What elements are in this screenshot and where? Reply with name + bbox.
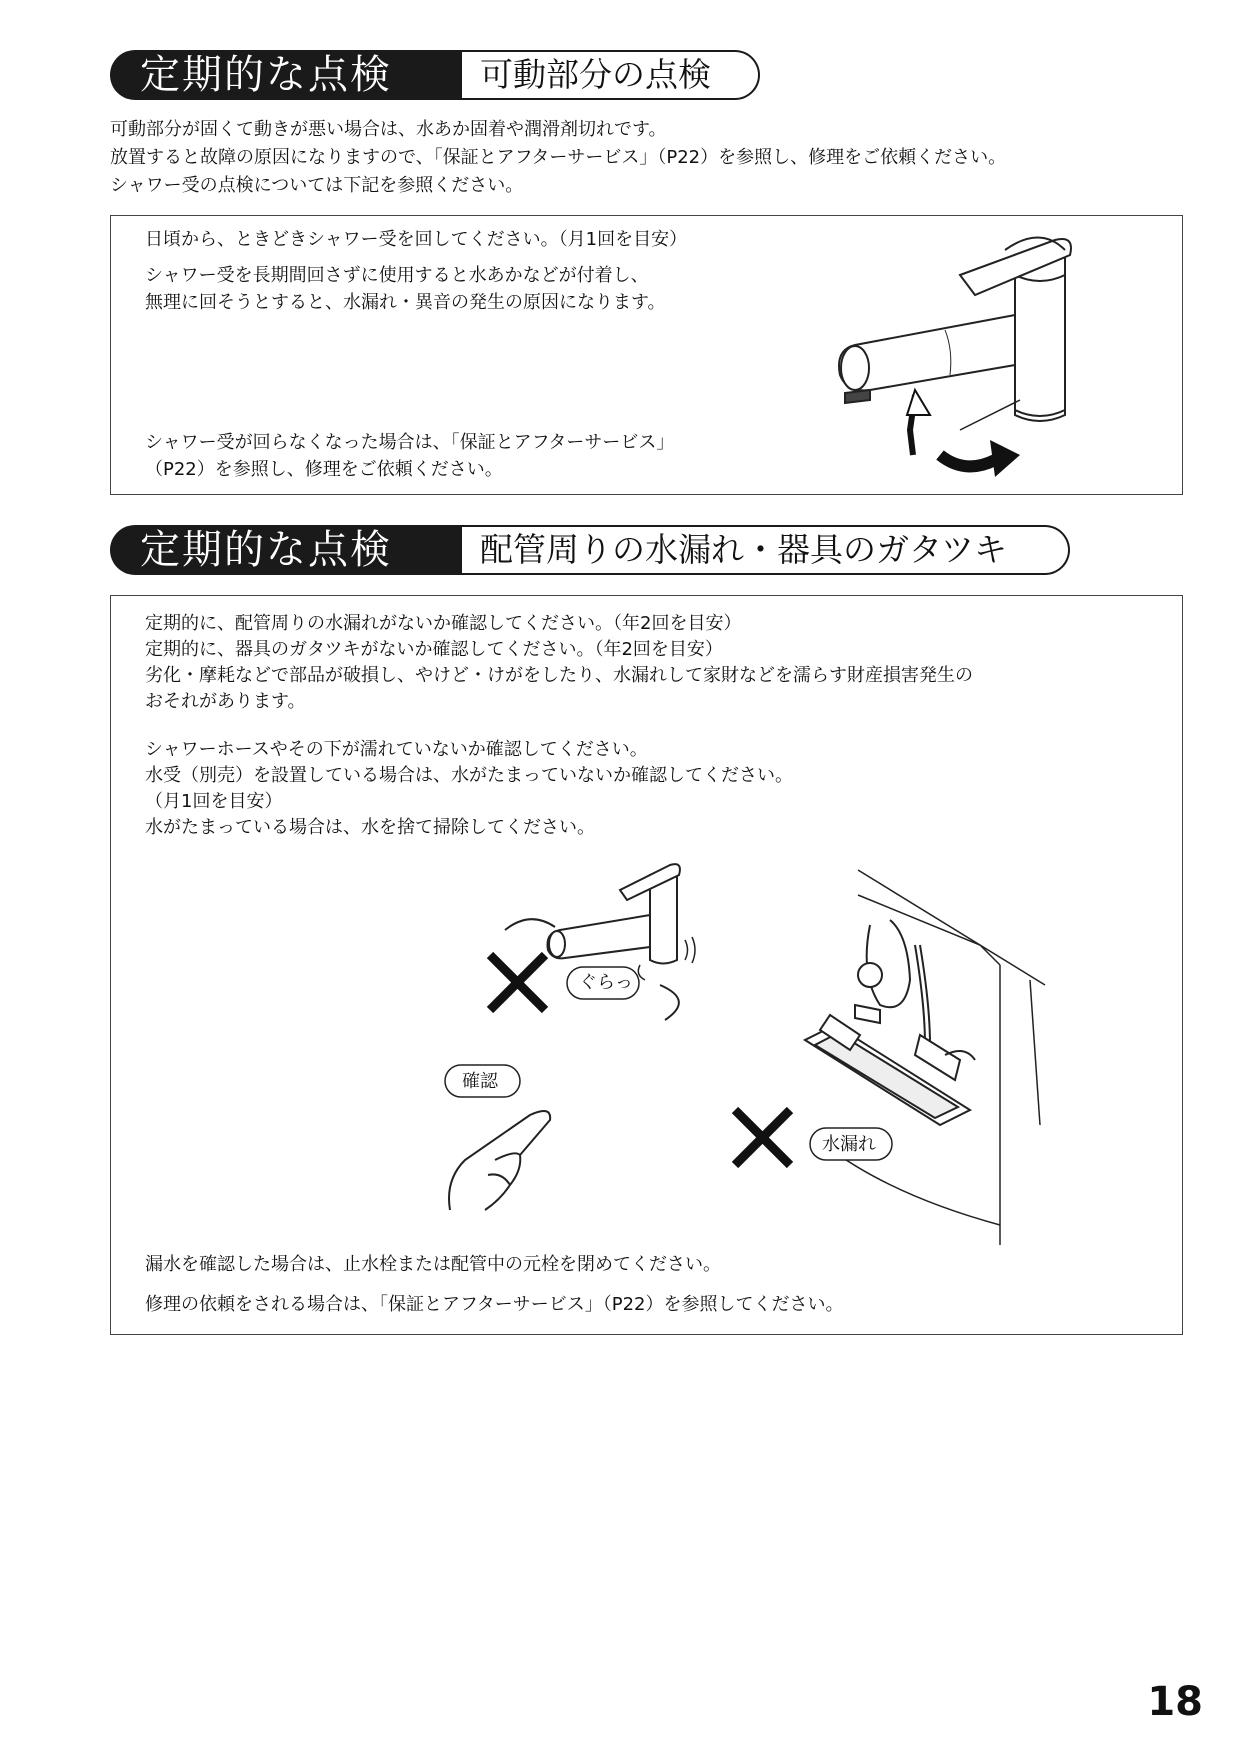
- under-sink-leak-illustration: [730, 865, 1060, 1245]
- piping-check-line3: 劣化・摩耗などで部品が破損し、やけど・けがをしたり、水漏れして家財などを濡らす財産損害発生の: [145, 665, 973, 686]
- shower-holder-repair-line1: シャワー受が回らなくなった場合は、「保証とアフターサービス」: [145, 432, 675, 453]
- section2-subtitle: 配管周りの水漏れ・器具のガタツキ: [462, 525, 1070, 575]
- section1-intro-line3: シャワー受の点検については下記を参照ください。: [110, 175, 524, 196]
- section1-title: 定期的な点検: [110, 50, 462, 100]
- wobble-label: ぐらっ: [579, 972, 633, 993]
- section1-intro-line1: 可動部分が固くて動きが悪い場合は、水あか固着や潤滑剤切れです。: [110, 119, 667, 140]
- leak-action-text: 漏水を確認した場合は、止水栓または配管中の元栓を閉めてください。: [145, 1254, 721, 1275]
- section2-title: 定期的な点検: [110, 525, 462, 575]
- piping-check-line1: 定期的に、配管周りの水漏れがないか確認してください。（年2回を目安）: [145, 613, 742, 634]
- piping-check-line4: おそれがあります。: [145, 691, 306, 712]
- leak-label: 水漏れ: [822, 1134, 876, 1155]
- section1-subtitle: 可動部分の点検: [462, 50, 760, 100]
- faucet-rotation-illustration: [815, 225, 1085, 485]
- hose-check-line1: シャワーホースやその下が濡れていないか確認してください。: [145, 739, 648, 760]
- hose-check-line2: 水受（別売）を設置している場合は、水がたまっていないか確認してください。: [145, 765, 793, 786]
- hose-check-line3: （月1回を目安）: [145, 791, 283, 812]
- hand-check-illustration: [440, 1060, 580, 1220]
- page-number: 18: [1147, 1679, 1203, 1725]
- check-label: 確認: [462, 1071, 498, 1092]
- shower-holder-instruction: 日頃から、ときどきシャワー受を回してください。（月1回を目安）: [145, 229, 688, 250]
- shower-holder-repair-line2: （P22）を参照し、修理をご依頼ください。: [145, 459, 503, 480]
- shower-holder-note-line2: 無理に回そうとすると、水漏れ・異音の発生の原因になります。: [145, 292, 666, 313]
- faucet-wobble-illustration: [485, 855, 715, 1030]
- hose-check-line4: 水がたまっている場合は、水を捨て掃除してください。: [145, 817, 595, 838]
- section1-intro-line2: 放置すると故障の原因になりますので、「保証とアフターサービス」（P22）を参照し、修理をご依頼ください。: [110, 147, 1007, 168]
- shower-holder-note-line1: シャワー受を長期間回さずに使用すると水あかなどが付着し、: [145, 265, 649, 286]
- piping-check-line2: 定期的に、器具のガタツキがないか確認してください。（年2回を目安）: [145, 639, 723, 660]
- repair-request-text: 修理の依頼をされる場合は、「保証とアフターサービス」（P22）を参照してください。: [145, 1294, 844, 1315]
